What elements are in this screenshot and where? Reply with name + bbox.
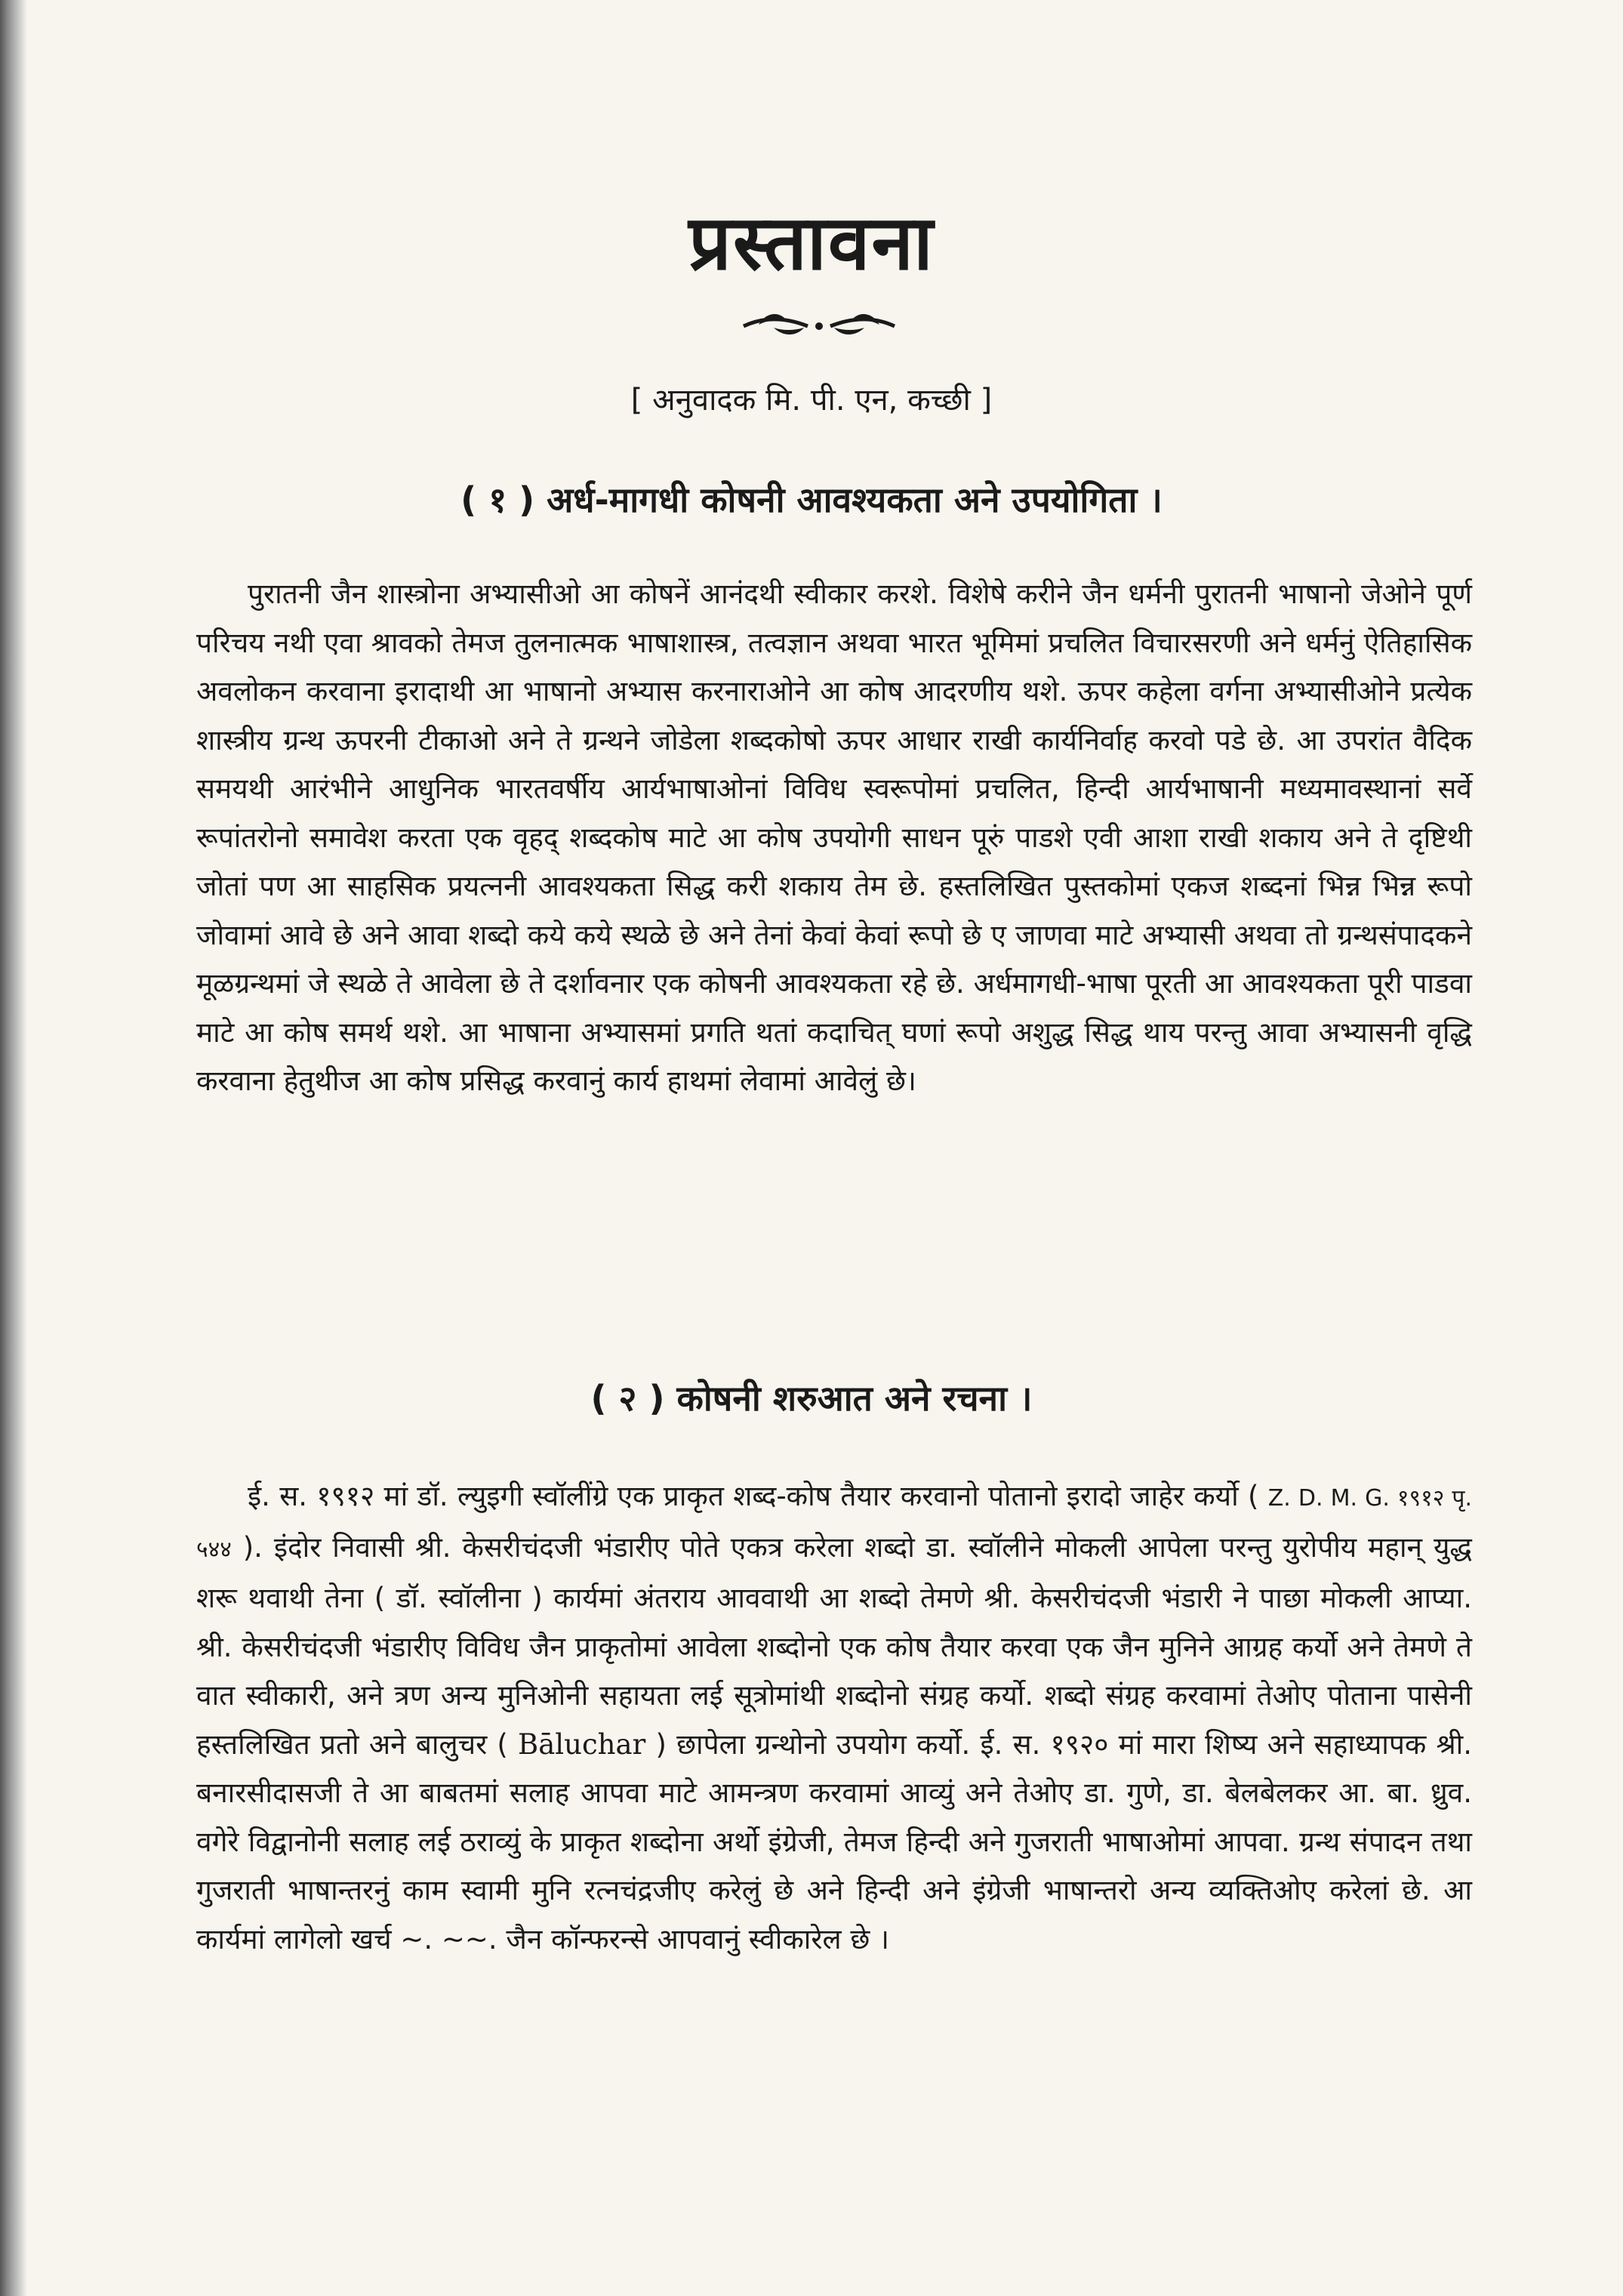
paragraph-text: पुरातनी जैन शास्त्रोना अभ्यासीओ आ कोषनें आनंदथी स्वीकार करशे. विशेषे करीने जैन धर्मनी पुरातनी भाषानो जेओने पूर्ण परिचय नथी एवा श्रावको तेमज तुलनात्मक भाषाशास्त्र, तत्वज्ञान अथवा भारत भूमिमां प्रचलित विचारसरणी अने धर्मनुं ऐतिहासिक अवलोकन करवाना इरादाथी आ भाषानो अभ्यास करनाराओने आ कोष आदरणीय थशे. ऊपर कहेला वर्गना अभ्यासीओने प्रत्येक शास्त्रीय ग्रन्थ ऊपरनी टीकाओ अने ते ग्रन्थने जोडेला शब्दकोषो ऊपर आधार राखी कार्यनिर्वाह करवो पडे छे. आ उपरांत वैदिक समयथी आरंभीने आधुनिक भारतवर्षीय आर्यभाषाओनां विविध स्वरूपोमां प्रचलित, हिन्दी आर्यभाषानी मध्यमावस्थानां सर्वे रूपांतरोनो समावेश करता एक वृहद् शब्दकोष माटे आ कोष उपयोगी साधन पूरुं पाडशे एवी आशा राखी शकाय अने ते दृष्टिथी जोतां पण आ साहसिक प्रयत्ननी आवश्यकता सिद्ध करी शकाय तेम छे. हस्तलिखित पुस्तकोमां एकज शब्दनां भिन्न भिन्न रूपो जोवामां आवे छे अने आवा शब्दो कये कये स्थळे छे अने तेनां केवां केवां रूपो छे ए जाणवा माटे अभ्यासी अथवा तो ग्रन्थसंपादकने मूळग्रन्थमां जे स्थळे ते आवेला छे ते दर्शावनार एक कोषनी आवश्यकता रहे छे. अर्धमागधी-भाषा पूरती आ आवश्यकता पूरी पाडवा माटे आ कोष समर्थ थशे. आ भाषाना अभ्यासमां प्रगति थतां कदाचित् घणां रूपो अशुद्ध सिद्ध थाय परन्तु आवा अभ्यासनी वृद्धि करवाना हेतुथीज आ कोष प्रसिद्ध करवानुं कार्य हाथमां लेवामां आवेलुं छे। <box>196 578 1472 1097</box>
floral-divider-icon <box>736 302 902 347</box>
journal-reference: Z. D. M. G. १९१२ पृ. ५४४ <box>196 1485 1472 1563</box>
section-heading-1: ( १ ) अर्ध-मागधी कोषनी आवश्यकता अने उपयोगिता । <box>460 479 1163 520</box>
translator-credit: [ अनुवादक मि. पी. एन, कच्छी ] <box>630 383 993 418</box>
paragraph-text-part-2: ). इंदोर निवासी श्री. केसरीचंदजी भंडारीए पोते एकत्र करेला शब्दो डा. स्वॉलीने मोकली आपेला परन्तु युरोपीय महान् युद्ध शरू थवाथी तेना ( डॉ. स्वॉलीना ) कार्यमां अंतराय आववाथी आ शब्दो तेमणे श्री. केसरीचंदजी भंडारी ने पाछा मोकली आप्या. श्री. केसरीचंदजी भंडारीए विविध जैन प्राकृतोमां आवेला शब्दोनो एक कोष तैयार करवा एक जैन मुनिने आग्रह कर्यो अने तेमणे ते वात स्वीकारी, अने त्रण अन्य मुनिओनी सहायता लई सूत्रोमांथी शब्दोनो संग्रह कर्यो. शब्दो संग्रह करवामां तेओए पोताना पासेनी हस्तलिखित प्रतो अने बालुचर ( <box>196 1530 1472 1761</box>
paragraph-text-part-3: ) छापेला ग्रन्थोनो उपयोग कर्यो. ई. स. १९२० मां मारा शिष्य अने सहाध्यापक श्री. बनारसीदासजी ते आ बाबतमां सलाह आपवा माटे आमन्त्रण करवामां आव्युं अने तेओए डा. गुणे, डा. बेलबेलकर आ. बा. ध्रुव. वगेरे विद्वानोनी सलाह लई ठराव्युं के प्राकृत शब्दोना अर्थो इंग्रेजी, तेमज हिन्दी अने गुजराती भाषाओमां आपवा. ग्रन्थ संपादन तथा गुजराती भाषान्तरनुं काम स्वामी मुनि रत्नचंद्रजीए करेलुं छे अने हिन्दी अने इंग्रेजी भाषान्तरो अन्य व्यक्तिओए करेलां छे. आ कार्यमां लागेलो खर्च ~. ~~. जैन कॉन्फरन्से आपवानुं स्वीकारेल छे । <box>196 1727 1473 1955</box>
latin-place-name: Bāluchar <box>518 1727 646 1761</box>
section-heading-2: ( २ ) कोषनी शरुआत अने रचना । <box>590 1378 1033 1419</box>
paragraph-text-part-1: ई. स. १९१२ मां डॉ. ल्युइगी स्वॉलींग्रे एक प्राकृत शब्द-कोष तैयार करवानो पोतानो इरादो जाहेर कर्यो ( <box>248 1480 1259 1512</box>
section-paragraph-2 <box>196 1472 1472 1964</box>
page-title: प्रस्तावना <box>688 198 935 287</box>
section-paragraph-1 <box>196 570 1472 1106</box>
